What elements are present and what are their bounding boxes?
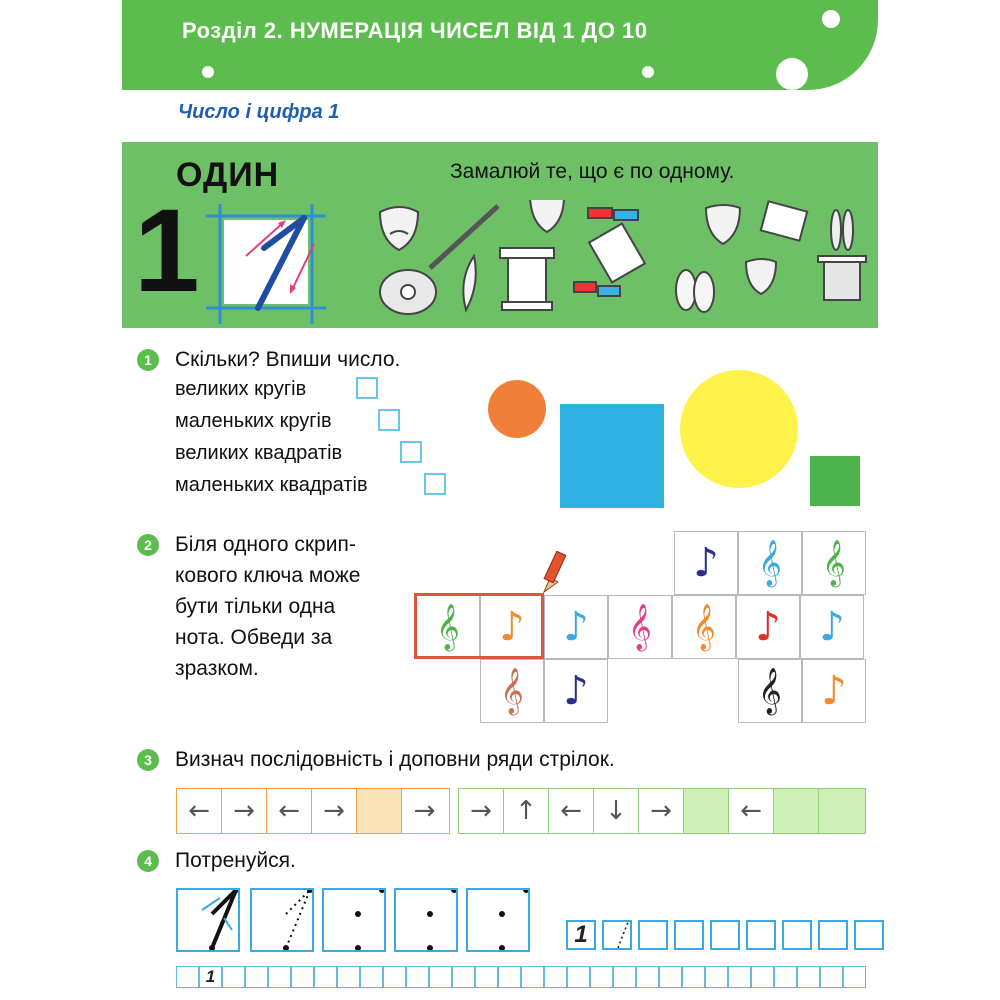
treble-clef-cell[interactable]: 𝄞 — [672, 595, 736, 659]
small-square — [810, 456, 860, 506]
items-illustration — [370, 200, 870, 325]
column-icon — [500, 248, 554, 310]
task2-line: Біля одного скрип- — [175, 533, 356, 556]
dotted-guide — [604, 922, 630, 948]
writing-box[interactable] — [854, 920, 884, 950]
big-square — [560, 404, 664, 508]
task2-line: бути тільки одна — [175, 595, 336, 618]
chapter-title: Розділ 2. НУМЕРАЦІЯ ЧИСЕЛ ВІД 1 ДО 10 — [182, 18, 648, 43]
task-number-badge: 4 — [137, 850, 159, 872]
task1-prompt: Скільки? Впиши число. — [175, 348, 401, 371]
writing-box[interactable] — [746, 920, 776, 950]
tiny-box[interactable] — [820, 966, 843, 988]
tiny-box[interactable] — [521, 966, 544, 988]
arrow-row-2 — [458, 788, 866, 834]
small-circle — [488, 380, 546, 438]
tiny-box[interactable] — [360, 966, 383, 988]
task1-line: великих кругів — [175, 378, 307, 400]
intro-panel — [122, 142, 878, 328]
writing-box[interactable] — [782, 920, 812, 950]
mask-icon — [530, 200, 564, 232]
tiny-box[interactable] — [659, 966, 682, 988]
decor-bubble — [642, 66, 654, 78]
tiny-box[interactable] — [383, 966, 406, 988]
dot-guide — [324, 890, 384, 950]
tiny-box[interactable] — [291, 966, 314, 988]
digit-writing-grid — [206, 204, 326, 324]
task2-line: зразком. — [175, 657, 259, 680]
arrow-cell: ↓ — [594, 789, 639, 833]
writing-box[interactable] — [710, 920, 740, 950]
theatre-mask-icon — [380, 207, 418, 250]
treble-clef-cell[interactable]: 𝄞 — [480, 659, 544, 723]
pointe-shoes-icon — [676, 270, 714, 312]
arrow-cell: ← — [267, 789, 312, 833]
tiny-box[interactable] — [406, 966, 429, 988]
arrow-cell: → — [222, 789, 267, 833]
writing-box[interactable] — [674, 920, 704, 950]
note-cell[interactable]: ♪ — [800, 595, 864, 659]
practice-box[interactable] — [322, 888, 386, 952]
arrow-cell: → — [402, 789, 447, 833]
big-circle — [680, 370, 798, 488]
big-digit: 1 — [134, 185, 200, 317]
tiny-box[interactable] — [498, 966, 521, 988]
tiny-box[interactable] — [452, 966, 475, 988]
sample-outline — [414, 593, 544, 659]
arrow-blank-cell[interactable] — [684, 789, 729, 833]
arrow-cell: ← — [177, 789, 222, 833]
task4-prompt: Потренуйся. — [175, 849, 296, 872]
arrow-cell: → — [459, 789, 504, 833]
note-cell[interactable]: ♪ — [544, 595, 608, 659]
panel-instruction: Замалюй те, що є по одному. — [450, 160, 735, 183]
tiny-box[interactable] — [314, 966, 337, 988]
note-cell[interactable]: ♪ — [544, 659, 608, 723]
feather-icon — [463, 256, 475, 310]
practice-box[interactable] — [176, 888, 240, 952]
arrow-cell: ← — [729, 789, 774, 833]
writing-box[interactable] — [638, 920, 668, 950]
task-number-badge: 3 — [137, 749, 159, 771]
task-number-badge: 2 — [137, 534, 159, 556]
3d-glasses-icon — [588, 208, 638, 220]
tiny-box[interactable] — [843, 966, 866, 988]
tiny-box[interactable] — [682, 966, 705, 988]
tiny-box[interactable] — [176, 966, 199, 988]
decor-bubble — [776, 58, 808, 90]
practice-box[interactable] — [250, 888, 314, 952]
writing-box[interactable] — [818, 920, 848, 950]
task2-line: кового ключа може — [175, 564, 361, 587]
answer-box[interactable] — [378, 409, 400, 431]
note-cell[interactable]: ♪ — [802, 659, 866, 723]
arrow-cell: ← — [549, 789, 594, 833]
tiny-box[interactable] — [590, 966, 613, 988]
decor-bubble — [202, 66, 214, 78]
treble-clef-cell[interactable]: 𝄞 — [738, 659, 802, 723]
tiny-box[interactable] — [636, 966, 659, 988]
lesson-title: Число і цифра 1 — [178, 101, 340, 123]
arrow-blank-cell[interactable] — [774, 789, 819, 833]
tiny-box[interactable] — [544, 966, 567, 988]
practice-box[interactable] — [466, 888, 530, 952]
arrow-cell: → — [312, 789, 357, 833]
tiny-box[interactable] — [705, 966, 728, 988]
task1-line: маленьких кругів — [175, 410, 332, 432]
chapter-header — [122, 0, 878, 90]
tiny-box[interactable] — [728, 966, 751, 988]
dot-guide — [468, 890, 528, 950]
sample-digit-tiny[interactable]: 1 — [199, 966, 222, 988]
sample-digit-box[interactable]: 1 — [566, 920, 596, 950]
dot-guide — [396, 890, 456, 950]
tiny-box[interactable] — [751, 966, 774, 988]
tiny-box[interactable] — [222, 966, 245, 988]
arrow-blank-cell[interactable] — [357, 789, 402, 833]
tiny-box[interactable] — [268, 966, 291, 988]
answer-box[interactable] — [424, 473, 446, 495]
task-number-badge: 1 — [137, 349, 159, 371]
treble-clef-cell[interactable]: 𝄞 — [738, 531, 802, 595]
note-cell[interactable]: ♪ — [480, 595, 544, 659]
treble-clef-cell[interactable]: 𝄞 — [608, 595, 672, 659]
arrow-blank-cell[interactable] — [819, 789, 865, 833]
arrow-cell: ↑ — [504, 789, 549, 833]
tiny-box[interactable] — [774, 966, 797, 988]
answer-box[interactable] — [400, 441, 422, 463]
task2-line: нота. Обведи за — [175, 626, 333, 649]
writing-box[interactable] — [602, 920, 632, 950]
task1-line: великих квадратів — [175, 442, 343, 464]
decor-bubble — [822, 10, 840, 28]
tiny-box[interactable] — [337, 966, 360, 988]
treble-clef-cell[interactable]: 𝄞 — [416, 595, 480, 659]
note-cell[interactable]: ♪ — [736, 595, 800, 659]
arrow-cell: → — [639, 789, 684, 833]
answer-box[interactable] — [356, 377, 378, 399]
arrow-row-1 — [176, 788, 450, 834]
tiny-box[interactable] — [567, 966, 590, 988]
3d-glasses-icon — [574, 282, 620, 296]
tiny-box[interactable] — [797, 966, 820, 988]
magic-hat-rabbit-icon — [818, 210, 866, 300]
tiny-box[interactable] — [475, 966, 498, 988]
number-word: ОДИН — [176, 156, 280, 194]
pencil-icon — [536, 548, 572, 598]
digit-one-sample — [178, 890, 238, 950]
practice-box[interactable] — [394, 888, 458, 952]
tiny-box[interactable] — [245, 966, 268, 988]
treble-clef-cell[interactable]: 𝄞 — [802, 531, 866, 595]
tiny-box[interactable] — [429, 966, 452, 988]
dotted-guide — [252, 890, 312, 950]
task3-prompt: Визнач послідовність і доповни ряди стрілок. — [175, 748, 615, 771]
tiny-box[interactable] — [613, 966, 636, 988]
task1-line: маленьких квадратів — [175, 474, 368, 496]
note-cell[interactable]: ♪ — [674, 531, 738, 595]
